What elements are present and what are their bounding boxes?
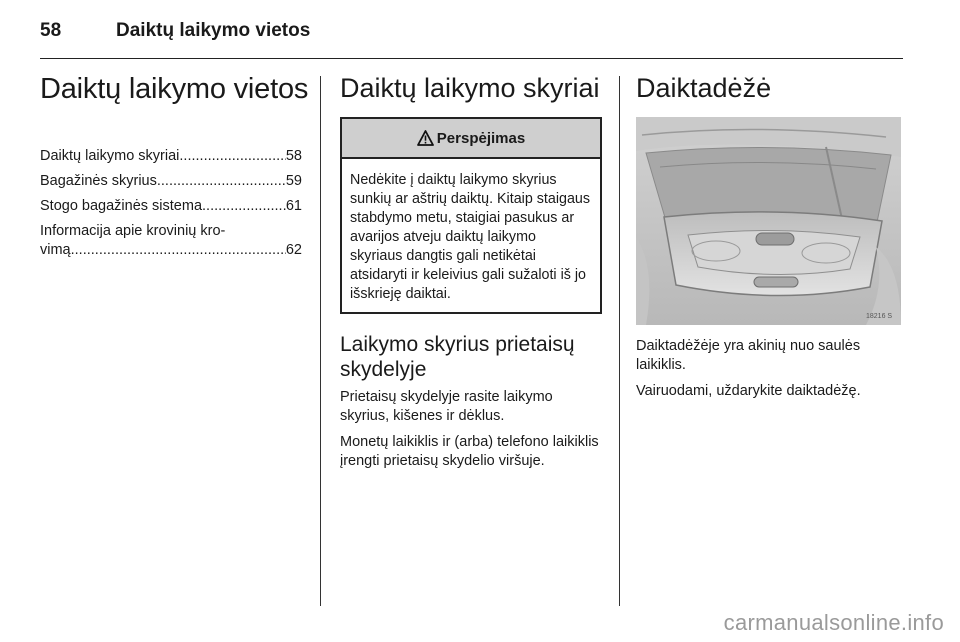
paragraph: Vairuodami, uždarykite daiktadėžę. xyxy=(636,383,861,399)
toc-label: Bagažinės skyrius xyxy=(40,173,157,189)
toc-entry[interactable] xyxy=(40,222,302,260)
toc-page: 59 xyxy=(285,173,302,189)
glovebox-photo xyxy=(636,117,901,325)
toc-leader-dots xyxy=(179,147,285,166)
header-title: Daiktų laikymo vietos xyxy=(116,20,311,41)
toc-label-continued xyxy=(40,241,302,260)
column-toc xyxy=(40,73,309,260)
toc-entry[interactable] xyxy=(40,172,302,191)
warning-text: Nedėkite į daiktų laikymo skyrius sunkių ar aštrių daiktų. Kitaip staigaus stabdymo metu, staigiai pasukus ar avarijos atveju daiktų laikymo skyriaus dangtis gali netikėtai atsidaryti ir keleivius gali sužaloti iš jo išskrieję daiktai. xyxy=(350,172,590,302)
section-title: Daiktų laikymo skyriai xyxy=(340,73,600,103)
toc-label: Informacija apie krovinių kro- xyxy=(40,223,226,239)
watermark: carmanualsonline.info xyxy=(723,610,944,635)
toc-page: 61 xyxy=(285,198,302,214)
toc-leader-dots xyxy=(157,172,286,191)
photo-code: 18216 S xyxy=(866,313,893,320)
toc-leader-dots xyxy=(71,241,286,260)
warning-triangle-icon xyxy=(417,130,434,146)
warning-title: Perspėjimas xyxy=(436,129,526,147)
column-divider-1 xyxy=(320,76,321,606)
toc-page: 62 xyxy=(285,242,302,258)
column-storage xyxy=(340,73,602,478)
toc-page: 58 xyxy=(285,148,302,164)
toc-leader-dots xyxy=(202,197,286,216)
header-divider xyxy=(40,58,903,59)
toc-label: Stogo bagažinės sistema xyxy=(40,198,203,214)
paragraph: Monetų laikiklis ir (arba) telefono laikiklis įrengti prietaisų skydelio viršuje. xyxy=(340,434,599,469)
page-header xyxy=(40,20,310,42)
warning-box xyxy=(340,117,602,314)
warning-header xyxy=(342,119,600,159)
section-title: Daiktadėžė xyxy=(636,73,772,103)
column-glovebox xyxy=(636,73,901,408)
toc-entry[interactable] xyxy=(40,147,302,166)
toc-label: vimą xyxy=(40,242,71,258)
page-number: 58 xyxy=(40,20,62,41)
subsection-title: Laikymo skyrius prietaisų skydelyje xyxy=(340,333,575,381)
toc-entry[interactable] xyxy=(40,197,302,216)
chapter-title: Daiktų laikymo vietos xyxy=(40,73,309,105)
toc-label: Daiktų laikymo skyriai xyxy=(40,148,180,164)
paragraph: Daiktadėžėje yra akinių nuo saulės laikiklis. xyxy=(636,338,861,373)
column-divider-2 xyxy=(619,76,620,606)
paragraph: Prietaisų skydelyje rasite laikymo skyrius, kišenes ir dėklus. xyxy=(340,389,553,424)
